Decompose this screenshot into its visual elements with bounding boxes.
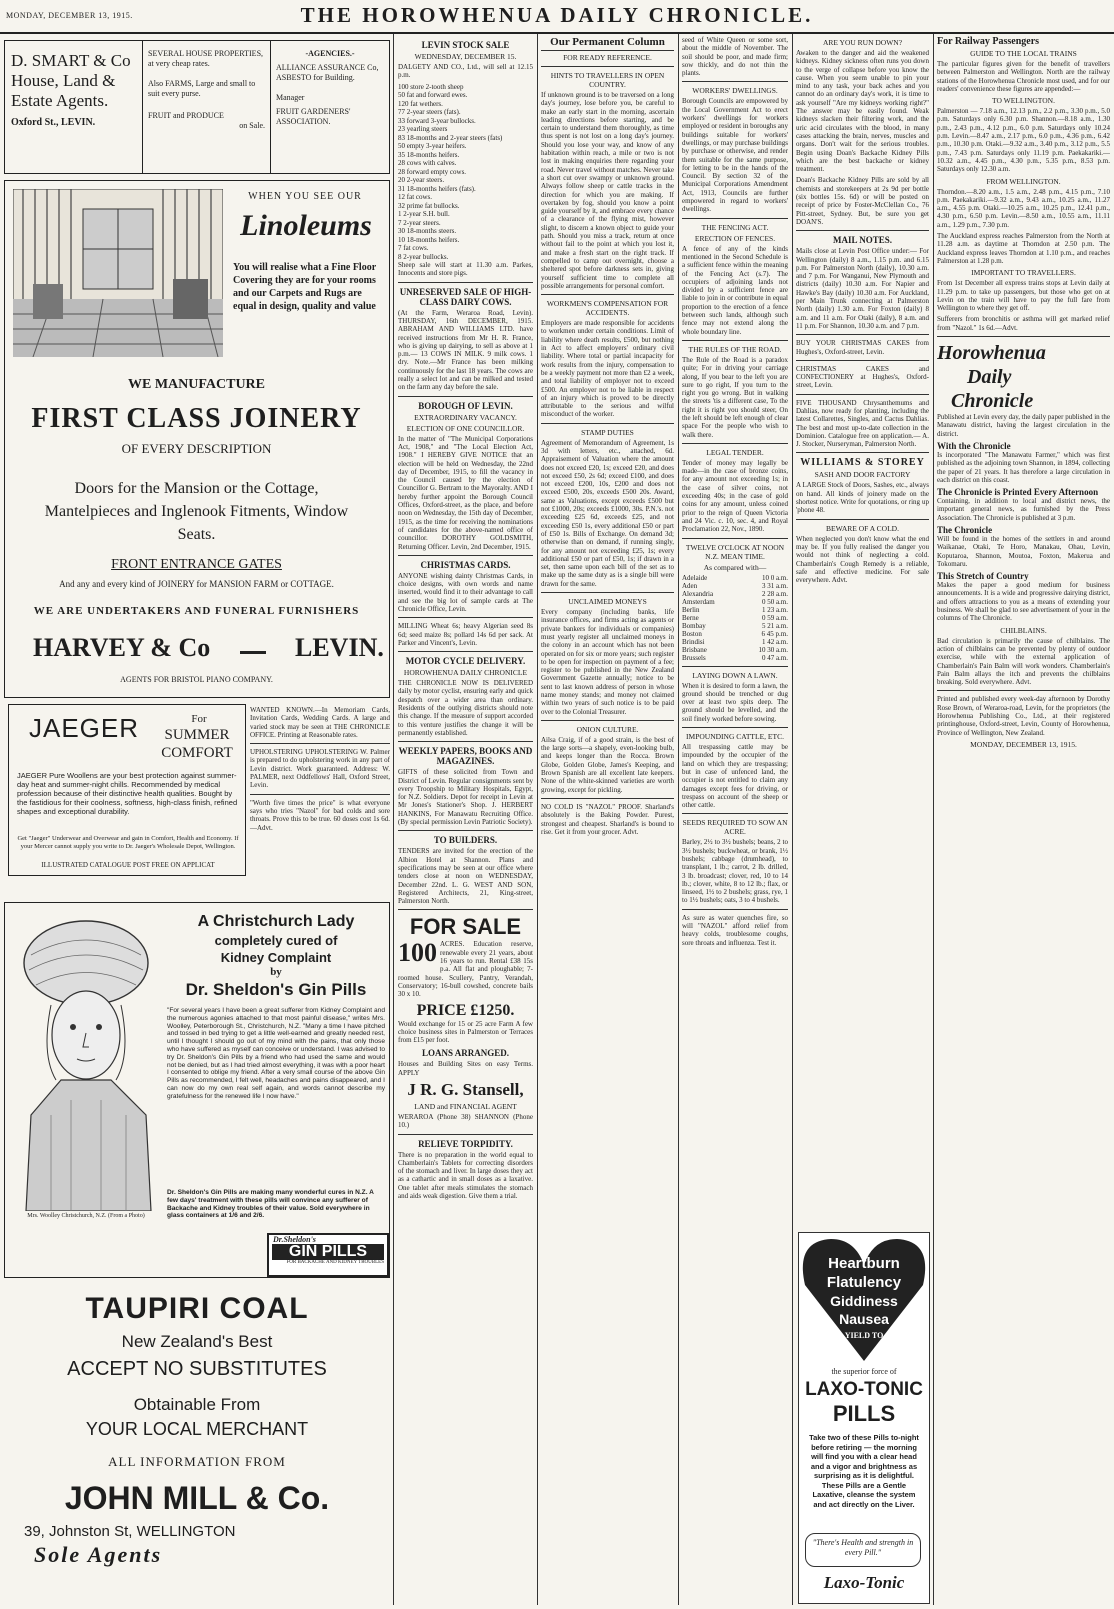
williams-body: A LARGE Stock of Doors, Sashes, etc., always on hand. All kinds of joinery made on the shortest notice. Write for quotations, or ring up 'phone 48. [796, 481, 929, 515]
time-value: 1 42 a.m. [761, 637, 788, 646]
workmen-heading: WORKMEN'S COMPENSATION FOR ACCIDENTS. [546, 299, 669, 318]
time-place: Berne [682, 613, 699, 622]
rail-intro: The particular figures given for the benefit of travellers between Palmerston and Wellington. North are the railway stations of the Horowhenua Chronicle most used, and for our readers' convenience these figures are appended:— [937, 60, 1110, 93]
smart-address: Oxford St., LEVIN. [11, 117, 96, 128]
for-sale-acres: 100 [398, 940, 437, 968]
stock-sale-heading: LEVIN STOCK SALE [421, 40, 510, 50]
lawn-body: When it is desired to form a lawn, the ground should be trenched or dug over at least two spits deep. The ground should be levelled, and the soil finely worked before sowing. [682, 681, 788, 723]
to-wellington-heading: TO WELLINGTON. [992, 96, 1055, 106]
rules-heading: THE RULES OF THE ROAD. [688, 344, 782, 354]
harvey-doors: Doors for the Mansion or the Cottage, Mantelpieces and Inglenook Fitments, Window Seats. [44, 480, 349, 543]
time-place: Adelaide [682, 573, 708, 582]
jaeger-comfort: COMFORT [161, 745, 233, 761]
lawn-heading: LAYING DOWN A LAWN. [692, 670, 778, 680]
for-sale-heading: FOR SALE [409, 914, 522, 940]
gin-pills-box [267, 1233, 389, 1277]
stock-item: 50 fat and forward ewes. [398, 91, 468, 100]
borough-sub: EXTRAORDINARY VACANCY. [414, 412, 517, 422]
stamp-body: Agreement of Memorandum of Agreement, 1s 3d with letters, etc., attached, 6d. Appraisement of Valuation where the amount does not exceed £20, 1s; exceed £20, and does not exceed £50, 2s 6d; exceed £100, and does not exceed £200, 10s, £200 and does not exceed £500, 20s, exceeds £500 20s. Award, same as Valuations, except exceeds £500 but not £1000, 20s; exceeds £1000, 30s. P.N.'s. not exceeding £25 6d, exceeds £25, and not exceeding £50 1s, every additional £50 or part of £50 1s. Bills of Exchange. On demand 3d; otherwise than on demand, if running singly, for any amount not exceeding £25, 1s; every additional £50 or part of £50, 1s; if drawn in a set, then same upon each bill of the set as to make up the same duty as is a single bill were drawn for the same. [541, 438, 674, 588]
smart-line3: Estate Agents. [11, 91, 109, 110]
laxo-giddiness: Giddiness [830, 1293, 898, 1309]
five-thousand: FIVE THOUSAND Chrysanthemums and Dahlias, now ready for planting, including the latest Collarettes, Singles, and Cactus Dahlias. The best and most up-to-date collection in the Dominion. Catalogue free on application.— A. J. Stocker, Nurseryman, Palmerston North. [796, 398, 929, 449]
harvey-joinery: FIRST CLASS JOINERY [31, 403, 362, 434]
express-body: The Auckland express reaches Palmerston from the North at 11.28 a.m. as daytime at Thorndon at 2.50 p.m. The Auckland express leaves Thorndon at 1.10 p.m., and reaches Palmerston at 1.28 p.m. [937, 232, 1110, 265]
rules-body: The Rule of the Road is a paradox quite; For in driving your carriage along, If you bear to the left you are sure to go right, If you turn to the right you go wrong. But in walking the streets 'tis a different case, To the right it is right you should steer, On the left should be left enough of clear space For the people who wish to walk there. [682, 355, 788, 439]
column-rule [933, 34, 934, 1605]
column-5 [796, 36, 929, 1229]
imprint: Printed and published every week-day afternoon by Dorothy Rose Brown, of Weraroa-road, Levin, for the proprietors (the Horowhenua Publishing Co., Ltd., at their registered printinghouse, Oxford-street, Levin, County of Horowhenua, Province of Wellington, New Zealand. [937, 695, 1110, 737]
stretch-body: Makes the paper a good medium for business announcements. It is a wide and progressive dairying district, and offers attractions to you as a means of extending your business. We shall be glad to see advertisement of your in the columns of The Chronicle. [937, 581, 1110, 623]
laxo-body: Take two of these Pills to-night before retiring — the morning will find you with a clear head and a vigor and brightness as surprising as it is delightful. These Pills are a Gentle Laxative, cleanse the system and act directly on the Liver. [809, 1433, 919, 1509]
printed-heading: The Chronicle is Printed Every Afternoon [937, 487, 1099, 498]
box-name: GIN PILLS [272, 1244, 384, 1260]
time-place: Brindisi [682, 637, 705, 646]
time-row [682, 638, 788, 646]
stansell-sub: LAND and FINANCIAL AGENT [414, 1101, 517, 1111]
xmas-body: ANYONE wishing dainty Christmas Cards, in choice designs, with own words and name inserted, would find it to their advantage to call and see the big lot of sample cards at The Chronicle Office, Levin. [398, 571, 533, 613]
paper-body: Published at Levin every day, the daily paper published in the Manawatu district, having the largest circulation in the district. [937, 413, 1110, 438]
impound-body: All trespassing cattle may be impounded by the occupier of the land on which they are trespassing; but in case of unfenced land, the occupier is not entitled to claim any damages except fees for driving, or trespass on account of the sheep or other cattle. [682, 743, 788, 810]
loans-heading: LOANS ARRANGED. [421, 1048, 509, 1059]
column-3 [541, 36, 674, 1605]
jaeger-body: JAEGER Pure Woollens are your best protection against summer-day heat and summer-night chills. Recommended by medical profession because of their distinctive health qualities. Bought by the fastidious for their coolness, softness, high-class finish, refined shapes and exceptional durability. [17, 771, 238, 816]
unclaimed-heading: UNCLAIMED MONEYS [568, 597, 647, 607]
stock-item: 1 2-year S.H. bull. [398, 210, 450, 219]
stock-item: 12 fat cows. [398, 193, 433, 202]
mail-heading: MAIL NOTES. [832, 235, 892, 246]
box-for: FOR BACKACHE AND KIDNEY TROUBLES [286, 1260, 384, 1265]
for-sale-price: PRICE £1250. [416, 1001, 515, 1019]
williams-storey: WILLIAMS & STOREY [800, 457, 925, 469]
time-place: Aden [682, 581, 698, 590]
time-value: 0 59 a.m. [761, 613, 788, 622]
smart-agency-1: ALLIANCE ASSURANCE Co, [276, 63, 379, 72]
harvey-manufacture: WE MANUFACTURE [127, 377, 265, 392]
horo-heading: HOROWHENUA DAILY CHRONICLE [403, 668, 528, 678]
time-row [682, 598, 788, 606]
laxo-tag: "There's Health and strength in every Pill." [805, 1533, 921, 1567]
time-value: 5 21 a.m. [761, 621, 788, 630]
harvey-every: OF EVERY DESCRIPTION [121, 441, 272, 456]
masthead: THE HOROWHENUA DAILY CHRONICLE. [300, 3, 814, 27]
taupiri-accept: ACCEPT NO SUBSTITUTES [67, 1358, 327, 1380]
upholstering: UPHOLSTERING UPHOLSTERING W. Palmer is prepared to do upholstering work in any part of Levin district. Work guaranteed. Address: W. PALMER, next Oddfellows' Hall, Oxford Street, Levin. [250, 748, 390, 790]
time-value: 3 31 a.m. [761, 581, 788, 590]
fencing-heading: THE FENCING ACT. [701, 222, 769, 232]
sheldon-advert [4, 902, 390, 1278]
sufferers-nazol: Sufferers from bronchitis or asthma will get marked relief from "Nazol." 1s 6d.—Advt. [937, 315, 1110, 332]
guide-heading: GUIDE TO THE LOCAL TRAINS [970, 49, 1077, 58]
stock-item: 28 forward empty cows. [398, 167, 467, 176]
cold-body: When neglected you don't know what the end may be. If you fully realised the danger you would not think of neglecting a cold. Chamberlain's Cough Remedy is a reliable, safe and effective medicine. For sale everywhere. Advt. [796, 534, 929, 585]
laxo-superior: the superior force of [831, 1367, 897, 1376]
hints-body: If unknown ground is to be traversed on a long day's journey, lose before you, be careful to make an early start in the morning, ascertain leading directions before starting, and be certain to understand them thoroughly, as time thus spent is not lost on a long day's journey. Should you lose your way, and know of any habitation within reach, a mile or two is not lost in making enquiries there regarding your road. Never travel without matches. Never take a short cut over swampy or unknown ground. Always follow sheep or cattle tracks in the direction for which you are making. If overtaken by fog, should you know a point guide yourself by it, and embrace every chance of a clearance of the flying mist, however slight, to discern a known object to guide your path. Should you miss a track, return at once without fail to the point at which you lost it, and make a fresh start on the right track. If compelled to camp out overnight, choose a sheltered spot before darkness sets in, giving yourself sufficient time to complete all possible arrangements for personal comfort. [541, 91, 674, 290]
time-place: Boston [682, 629, 702, 638]
mill-address: 39, Johnston St, WELLINGTON [24, 1523, 236, 1540]
issue-date: MONDAY, DECEMBER 13, 1915. [6, 11, 133, 20]
time-value: 10 30 a.m. [758, 645, 788, 654]
sheldon-closing: Dr. Sheldon's Gin Pills are making many wonderful cures in N.Z. A few days' treatment with these pills will convince any sufferer of Backache and Kidney troubles of their value. Sold everywhere in glass containers at 1/6 and 2/6. [167, 1189, 374, 1220]
stock-item: 20 2-year steers. [398, 176, 445, 185]
worth-nazol: "Worth five times the price" is what everyone says who tries "Nazol" for bad colds and sore throats. Prove this to be true. 60 doses cost 1s 6d.—Advt. [250, 798, 390, 832]
column-rule [792, 34, 793, 1605]
harvey-town: LEVIN. [295, 633, 384, 662]
motor-heading: MOTOR CYCLE DELIVERY. [405, 656, 526, 667]
sheldon-name: Dr. Sheldon's Gin Pills [185, 980, 367, 999]
john-mill: JOHN MILL & Co. [64, 1480, 330, 1516]
time-value: 1 23 a.m. [761, 605, 788, 614]
impound-heading: IMPOUNDING CATTLE, ETC. [686, 732, 784, 742]
workmen-body: Employers are made responsible for accidents to workmen under certain conditions. Limit of liability where death results, £500, but nothing in Act to affect employers' ordinary civil liability. Where total or partial incapacity for work results from the injury, compensation to be a weekly payment not more than £2 a week, and total liability of employer not to exceed £500. An employer not to be liable in respect of an injury which is proved to be directly attributable to the serious and wilful misconduct of the worker. [541, 319, 674, 419]
nazol-quench: As sure as water quenches fire, so will "NAZOL" afford relief from heavy colds, troublesome coughs, sore throats and influenza. Test it. [682, 913, 788, 947]
taupiri-title: TAUPIRI COAL [85, 1292, 309, 1325]
time-value: 0 47 a.m. [761, 653, 788, 662]
stock-sale-intro: DALGETY AND CO., Ltd., will sell at 12.15 p.m. [398, 63, 533, 80]
page-header [0, 0, 1114, 34]
confectionery: CHRISTMAS CAKES and CONFECTIONERY at Hughes's, Oxford-street, Levin. [796, 364, 929, 390]
imprint-date: MONDAY, DECEMBER 13, 1915. [970, 739, 1077, 749]
column-2 [398, 36, 533, 1605]
stock-sale-date: WEDNESDAY, DECEMBER 15. [414, 52, 517, 61]
stansell-address: WERAROA (Phone 38) SHANNON (Phone 10.) [398, 1112, 533, 1130]
builders-heading: TO BUILDERS. [433, 835, 498, 846]
sheldon-title-3: Kidney Complaint [220, 950, 332, 965]
time-row [682, 622, 788, 630]
taupiri-obtain: Obtainable From [133, 1395, 261, 1414]
jaeger-logo: JAEGER [29, 713, 140, 743]
onion-body: Ailsa Craig, if of a good strain, is the best of the large sorts—a shapely, even-looking bulb, and keeps longer than the Rocca. Brown Globe, Golden Globe, James's Keeping, and Brown Spanish are all excellent late keepers. None of the white-skinned varieties are worth growing, except for pickling. [541, 735, 674, 794]
stock-item: 23 yearling steers [398, 125, 448, 134]
laxo-tonic-advert [798, 1232, 930, 1604]
seeds-body: Barley, 2½ to 3½ bushels; beans, 2 to 3½ bushels; buckwheat, or brank, 1½ bushels; cabbage (drumhead), to transplant, 1 lb.; carrot, 2 lb. drilled, 3 lb. broadcast; clover, red, 10 to 14 lb.; clover, white, 8 to 12 lb.; flax, or linseed, 1½ to 2 bushels; grass, rye, 1 to 1½ bushels; oats, 3 to 4 bushels. [682, 838, 788, 905]
time-place: Amsterdam [682, 597, 715, 606]
legal-heading: LEGAL TENDER. [706, 447, 764, 457]
election-heading: ELECTION OF ONE COUNCILLOR. [406, 423, 525, 433]
small-ads [250, 706, 390, 835]
taupiri-info: ALL INFORMATION FROM [108, 1454, 286, 1469]
time-value: 2 28 a.m. [761, 589, 788, 598]
column-4 [682, 36, 788, 1605]
mail-body: Mails close at Levin Post Office under:— For Wellington (daily) 8 a.m., 1.15 p.m. and 6.15 p.m. For Palmerston North (daily), 10.30 a.m. and 7 p.m. For Wanganui, New Plymouth and districts (daily) 10.30 a.m. For Napier and Hawke's Bay (daily) 10.30 a.m. For Auckland, per Main Trunk connecting at Palmerston North (daily) 1.30 a.m. For Foxton (daily) 8 a.m. and 11 a.m. For Otaki (daily), 8 a.m. and 11 p.m. For Shannon, 10.30 a.m. and 7 p.m. [796, 247, 929, 330]
laxo-heartburn: Heartburn [828, 1255, 900, 1272]
laxo-name-2: PILLS [832, 1401, 896, 1426]
dairy-body: (At the Farm, Weraroa Road, Levin). THURSDAY, 16th DECEMBER, 1915. ABRAHAM AND WILLIAMS LTD. have received instructions from Mr H. R. France, who is giving up dairying, to sell as above at 1 p.m.— 13 COWS IN MILK. 9 milk cows. 1 dry. Note.—Mr France has been milking continuously for the last 18 years. The cows are really a select lot and can be milked and tested on the farm any day before the sale. [398, 308, 533, 392]
weekly-heading: WEEKLY PAPERS, BOOKS AND MAGAZINES. [398, 746, 533, 767]
from-wellington-heading: FROM WELLINGTON. [986, 176, 1061, 186]
room-illustration [13, 189, 223, 357]
paper-logo-3: Chronicle [951, 390, 1034, 413]
laxo-name-1: LAXO-TONIC [805, 1379, 923, 1400]
harvey-advert [4, 180, 390, 698]
stock-list [398, 83, 533, 262]
for-sale-more: Would exchange for 15 or 25 acre Farm A few choice business sites in Palmerston or Terraces from £15 per foot. [398, 1019, 533, 1045]
stretch-heading: This Stretch of Country [937, 571, 1029, 582]
builders-body: TENDERS are invited for the erection of the Albion Hotel at Shannon. Plans and specifications may be seen at our office where tenders close at noon on WEDNESDAY, December 22nd. L. G. WEST AND SON, Registered Architects, 21, King-street, Palmerston North. [398, 847, 533, 906]
time-row [682, 574, 788, 582]
stock-item: 35 18-months heifers. [398, 150, 460, 159]
seeds-heading: SEEDS REQUIRED TO SOW AN ACRE. [682, 818, 788, 837]
time-place: Brisbane [682, 645, 707, 654]
time-row [682, 646, 788, 654]
laxo-nausea: Nausea [839, 1311, 889, 1327]
column-rule [537, 34, 538, 1605]
time-place: Bombay [682, 621, 706, 630]
with-heading: With the Chronicle [937, 440, 1011, 451]
taupiri-merchant: YOUR LOCAL MERCHANT [85, 1419, 309, 1439]
time-value: 0 50 a.m. [761, 597, 788, 606]
dwellings-heading: WORKERS' DWELLINGS. [692, 86, 778, 96]
sheldon-title-1: A Christchurch Lady [197, 913, 355, 930]
harvey-realise: You will realise what a Fine Floor Covering they are for your rooms and our Carpets and Rugs are equal in design, quality and value [233, 262, 376, 312]
sheldon-by: by [270, 966, 282, 978]
chilblains-body: Bad circulation is primarily the cause of chilblains. The action of chilblains can be prevented by plenty of outdoor exercise, while with the external application of Chamberlain's Pain Balm will work wonders. Chamberlain's Pain Balm allays the itch and prevents the chilblains breaking. Sold everywhere. Advt. [937, 636, 1110, 687]
smart-agency-4: FRUIT GARDENERS' ASSOCIATION. [276, 107, 351, 126]
woman-portrait-illustration [11, 915, 161, 1211]
rail-heading: For Railway Passengers [937, 36, 1040, 47]
stansell-name: J R. G. Stansell, [407, 1079, 524, 1099]
stock-item: 120 fat wethers. [398, 99, 443, 108]
time-row [682, 590, 788, 598]
smart-line2: House, Land & [11, 71, 116, 90]
run-down-body: Awaken to the danger and aid the weakened kidneys. Kidney sickness often runs you down to the verge of collapse before you know the cause. When you seem unable to pin your mind to any task, your back aches and you cannot do an ordinary day's work, it is time to ask yourself "Are my kidneys working right?" The answer may be easily found. Weak kidneys slacken their filtering work, and the uric acid circulates with the blood, in many cases attacking the brain, nerves, muscles and organs. Don't wait for the serious troubles. Begin using Doan's Backache Kidney Pills which are the best backache or kidney treatment. [796, 49, 929, 174]
column-rule [393, 34, 394, 1605]
smart-farms: Also FARMS, Large and small to suit every purse. [148, 79, 256, 98]
harvey-when: WHEN YOU SEE OUR [248, 191, 362, 202]
important-body: From 1st December all express trains stops at Levin daily at 11.29 p.m. to take up passengers, but those who get on at Levin on the train will have to pay the full fare from Wellington to where they get off. [937, 279, 1110, 313]
twelve-heading: TWELVE O'CLOCK AT NOON N.Z. MEAN TIME. [685, 542, 785, 561]
column-6 [937, 36, 1110, 1605]
laxo-flatulency: Flatulency [826, 1274, 902, 1291]
time-value: 10 0 a.m. [761, 573, 788, 582]
time-value: 6 45 p.m. [761, 629, 788, 638]
milling: MILLING Wheat 6s; heavy Algerian seed 8s 6d; seed maize 8s; pollard 14s 6d per sack. At Parker and Vincent's, Levin. [398, 622, 533, 647]
time-place: Berlin [682, 605, 700, 614]
laxo-yield: YIELD TO [844, 1331, 884, 1340]
smart-agencies-heading: -AGENCIES.- [305, 49, 355, 58]
loans-body: Houses and Building Sites on easy Terms. APPLY [398, 1060, 533, 1077]
wanted-known: WANTED KNOWN.—In Memoriam Cards, Invitation Cards, Wedding Cards. A large and varied stock may be seen at THE CHRONICLE OFFICE. Printing at Reasonable rates. [250, 706, 390, 739]
smart-name: D. SMART & Co [11, 51, 131, 70]
harvey-anykind: And any and every kind of JOINERY for MANSION FARM or COTTAGE. [59, 579, 334, 589]
harvey-agents: AGENTS FOR BRISTOL PIANO COMPANY. [120, 675, 273, 684]
important-heading: IMPORTANT TO TRAVELLERS. [971, 268, 1076, 278]
time-place: Alexandria [682, 589, 714, 598]
jaeger-for: For [191, 713, 207, 725]
chilblains-heading: CHILBLAINS. [1000, 625, 1047, 635]
from-wellington-body: Thorndon.—8.20 a.m., 1.5 a.m., 2.48 p.m., 4.15 p.m., 7.10 p.m. Paekakariki.—9.32 a.m., 9.43 a.m., 10.25 a.m., 11.27 a.m., 4.55 p.m. Otaki.—10.25 a.m., 10.25 p.m., 12.41 p.m., 4.30 p.m., 6.50 p.m. Levin.—8.50 a.m., 10.55 a.m., 11.11 a.m., 1.29 p.m., 7.30 p.m. [937, 187, 1110, 229]
ready-reference: FOR READY REFERENCE. [563, 53, 652, 62]
onion-heading: ONION CULTURE. [576, 724, 639, 734]
xmas-heading: CHRISTMAS CARDS. [420, 559, 511, 570]
with-body: Is incorporated "The Manawatu Farmer," which was first published as the adjoining town Shannon, in 1894, collecting the paper of 21 years. It has therefore a large circulation in each district on this coast. [937, 450, 1110, 484]
time-place: Brussels [682, 653, 706, 662]
stock-item: 33 forward 3-year bullocks. [398, 116, 476, 125]
torpidity-body: There is no preparation in the world equal to Chamberlain's Tablets for correcting disorders of the stomach and liver. In large doses they act as a cathartic and in small doses as a laxative. One tablet after meals stimulates the stomach and aids weak digestion. Give them a trial. [398, 1150, 533, 1201]
stock-item: 31 18-months heifers (fats). [398, 184, 476, 193]
column-rule [678, 34, 679, 1605]
cold-heading: BEWARE OF A COLD. [826, 523, 899, 533]
dwellings-body: Borough Councils are empowered by the Local Government Act to erect workers' dwellings for workers employed or resident in boroughs any buildings suitable for workers' dwellings, or may purchase buildings by purchase or otherwise, and render them suitable for the same purpose, for letting to be in the hands of the Council. By section 32 of the Municipal Corporations Amendment Act, 1913, Councils are further empowered in regard to workers' dwellings. [682, 97, 788, 214]
time-table [682, 574, 788, 662]
sheldon-title-2: completely cured of [214, 933, 338, 948]
jaeger-footer: Get "Jaeger" Underwear and Overwear and gain in Comfort, Health and Economy. If your Mercer cannot supply you write to Dr. Jaeger's Wholesale Depot, Wellington. [17, 835, 239, 850]
stock-item: 32 prime fat bullocks. [398, 201, 460, 210]
chronicle-body: Will be found in the homes of the settlers in and around Waikanae, Otaki, Te Horo, Manakau, Ohau, Levin, Koputaroa, Shannon, Moutoa, Foxton, Makerua and Tokomaru. [937, 534, 1110, 568]
paper-logo-1: Horowhenua [937, 342, 1046, 365]
unclaimed-body: Every company (including banks, life insurance offices, and firms acting as agents or private bankers for individuals or companies) must yearly register all unclaimed moneys in the colony in an account which has not been operated on for six or more years; such register to be open for inspection on payment of a fee; register to be published in the New Zealand Government Gazette annually; notice to be sent to last known address of person in whose name money stands; and money not claimed within two years of such notice is to be paid over to the Colonial Treasurer. [541, 608, 674, 716]
smart-sale: on Sale. [239, 121, 265, 130]
taupiri-best: New Zealand's Best [121, 1332, 273, 1351]
stock-item: 7 2-year steers. [398, 218, 441, 227]
stock-item: 30 18-months steers. [398, 227, 457, 236]
stock-item: 50 empty 3-year heifers. [398, 142, 467, 151]
fences-heading: ERECTION OF FENCES. [694, 233, 776, 243]
smart-advert [4, 40, 390, 174]
harvey-undertakers: WE ARE UNDERTAKERS AND FUNERAL FURNISHERS [33, 605, 360, 617]
smart-properties: SEVERAL HOUSE PROPERTIES, at very cheap rates. [148, 49, 264, 68]
time-row [682, 582, 788, 590]
harvey-gates: FRONT ENTRANCE GATES [111, 557, 282, 572]
smart-agency-2: ASBESTO for Building. [276, 73, 355, 82]
compared-with: As compared with— [703, 562, 767, 572]
stock-item: 77 2-year steers (fats). [398, 108, 461, 117]
dairy-heading: UNRESERVED SALE OF HIGH-CLASS DAIRY COWS. [399, 286, 532, 307]
stock-sale-foot: Sheep sale will start at 11.30 a.m. Parkes, Innocents and store pigs. [398, 261, 533, 278]
for-sale-body: ACRES. Education reserve, renewable every 21 years, about 16 years to run. Rental £38 15s p.a. All flat and ploughable; 7-roomed house. Scullery, Pantry, Verandah, Conservatory; 16-bull cowshed, concrete bails 30 x 10. [398, 940, 533, 999]
fences-body: A fence of any of the kinds mentioned in the Second Schedule is a sufficient fence within the meaning of the Fencing Act (s.7). The occupiers of adjoining lands not divided by a sufficient fence are liable to join in or contribute in equal proportion to the erection of a fence between such lands, although such fence may not extend along the whole boundary line. [682, 244, 788, 336]
borough-heading: BOROUGH OF LEVIN. [418, 400, 513, 411]
harvey-linoleums: Linoleums [240, 209, 372, 242]
jaeger-advert [8, 704, 246, 876]
stock-item: 8 2-year bullocks. [398, 252, 449, 261]
time-row [682, 654, 788, 662]
smart-agency-3: Manager [276, 93, 305, 102]
torpidity-heading: RELIEVE TORPIDITY. [418, 1138, 513, 1149]
stock-item: 28 cows with calves. [398, 159, 457, 168]
time-row [682, 606, 788, 614]
stock-item: 7 fat cows. [398, 244, 429, 253]
taupiri-advert [4, 1292, 390, 1602]
xmas-cakes: BUY YOUR CHRISTMAS CAKES from Hughes's, Oxford-street, Levin. [796, 339, 929, 356]
chronicle-heading: The Chronicle [937, 524, 993, 535]
laxo-brand: Laxo-Tonic [823, 1573, 905, 1592]
williams-sub: SASH AND DOOR FACTORY [814, 470, 911, 480]
harvey-name: HARVEY & Co [33, 633, 211, 662]
time-row [682, 614, 788, 622]
legal-body: Tender of money may legally be made—in the case of bronze coins, for any amount not exceeding 1s; in the case of silver coins, not exceeding 40s; in the case of gold coins for any amount, unless coined prior to the reign of Queen Victoria and 24 Vic. c. 10, sec. 4, and Royal Proclamation 22, Nov., 1890. [682, 458, 788, 534]
permanent-column-heading: Our Permanent Column [541, 36, 674, 51]
smart-fruit: FRUIT and PRODUCE [148, 111, 224, 120]
stock-item: 83 18-months and 2-year steers (fats) [398, 133, 503, 142]
stamp-heading: STAMP DUTIES [581, 427, 634, 437]
to-wellington-body: Palmerston — 7.18 a.m., 12.13 p.m., 2.2 p.m., 3.30 p.m., 5.0 p.m. Saturdays only 6.30 p.m. Shannon.—8.18 a.m., 1.30 p.m., 2.43 p.m., 4.12 p.m., 6.0 p.m. Saturdays only 10.24 p.m. Levin.—8.47 a.m., 2.17 p.m., 6.0 p.m., 4.36 p.m., 6.42 p.m., 10.30 p.m. Otaki.—9.32 a.m., 3.40 p.m., 3.12 p.m., 5.5 p.m., 7.43 p.m. Saturdays only 11.19 p.m. Paekakariki.—10.32 a.m., 4.45 p.m., 4.30 p.m., 5.35 p.m., 8.53 p.m. Saturdays only 12.30 a.m. [937, 107, 1110, 174]
stock-item: 10 18-months heifers. [398, 235, 460, 244]
col4-top: seed of White Queen or some sort, about the middle of November. The soil should be poor, and made firm; sow thickly, and do not thin the plants. [682, 36, 788, 78]
paper-logo-2: Daily [967, 366, 1012, 389]
sole-agents: Sole Agents [34, 1542, 163, 1567]
stock-item: 100 store 2-tooth sheep [398, 82, 464, 91]
box-brand: Dr.Sheldon's [273, 1235, 316, 1244]
horo-body: THE CHRONICLE NOW IS DELIVERED daily by motor cyclist, ensuring early and quick despatch over a wider area than ordinary. Residents of the outlying districts should note this change. If the measure of support accorded to this venture justifies the change it will be permanently established. [398, 679, 533, 737]
harvey-dash [240, 651, 266, 654]
printed-body: Containing, in addition to local and district news, the important general news, as furnished by the Press Association. The Chronicle is published at 3 p.m. [937, 497, 1110, 522]
election-body: In the matter of "The Municipal Corporations Act, 1908," and "The Local Election Act, 1908." I HEREBY GIVE NOTICE that an election will be held on Wednesday, the 22nd day of December, 1915, to fill the vacancy in the Council caused by the election of Councillor G. Bertram to the Mayoralty. AND I hereby further appoint the Borough Council Offices, Oxford-street, as the place, and before noon on Wednesday, the 15th day of December, 1915, as the time for receiving the nominations of candidates for the above-named office of councillor. DOROTHY GOLDSMITH, Returning Officer. Levin, 2nd December, 1915. [398, 434, 533, 551]
portrait-caption: Mrs. Woolley Christchurch, N.Z. (From a Photo) [27, 1213, 145, 1219]
doans-body: Doan's Backache Kidney Pills are sold by all chemists and storekeepers at 2s 9d per bottle (six bottles 15s. 6d) or will be posted on receipt of price by Foster-McClellan Co., 76 Pitt-street, Sydney. But, be sure you get DOAN'S. [796, 176, 929, 226]
weekly-body: GIFTS of these solicited from Town and District of Levin. Regular consignments sent by every Troopship to Military Hospitals, Egypt, for N.Z. Soldiers. Depot for receipt in Levin at Mr Jones's Stationer's Shop. J. HERBERT HANKINS, For Manawatu Recruiting Office. (By special permission Levin Patriotic Society). [398, 768, 533, 827]
time-row [682, 630, 788, 638]
run-down-heading: ARE YOU RUN DOWN? [822, 38, 903, 47]
no-cold-nazol: NO COLD IS "NAZOL" PROOF. Sharland's absolutely is the Baking Powder. Purest, strongest and cheapest. Sharland's is bound to rise. Get it from your grocer. Advt. [541, 802, 674, 836]
jaeger-summer: SUMMER [164, 727, 230, 743]
sheldon-testimony: "For several years I have been a great sufferer from Kidney Complaint and the numerous agonies attached to that most painful disease," writes Mrs. Woolley, Peterborough St., Christchurch, N.Z. "Many a time I have pitched and tossed in bed trying to get a little well-earned and greatly needed rest, until I thought I should go out of my mind with the pains, that only those who have suffered as myself can conceive or understand. I was advised to try Dr. Sheldon's Gin Pills by a friend who had used the same and would not be denied, but as I had tried almost everything, it was with a poor heart I consented to oblige my friend. After a very small course of the above Gin Pills as recommended, I felt well, headaches and pains disappeared, and I can now do my own real self again, and words cannot describe my gratefulness for the renewed life I now have." [167, 1007, 385, 1100]
hints-heading: HINTS TO TRAVELLERS IN OPEN COUNTRY. [550, 71, 665, 89]
jaeger-catalogue: ILLUSTRATED CATALOGUE POST FREE ON APPLICAT [41, 861, 215, 869]
